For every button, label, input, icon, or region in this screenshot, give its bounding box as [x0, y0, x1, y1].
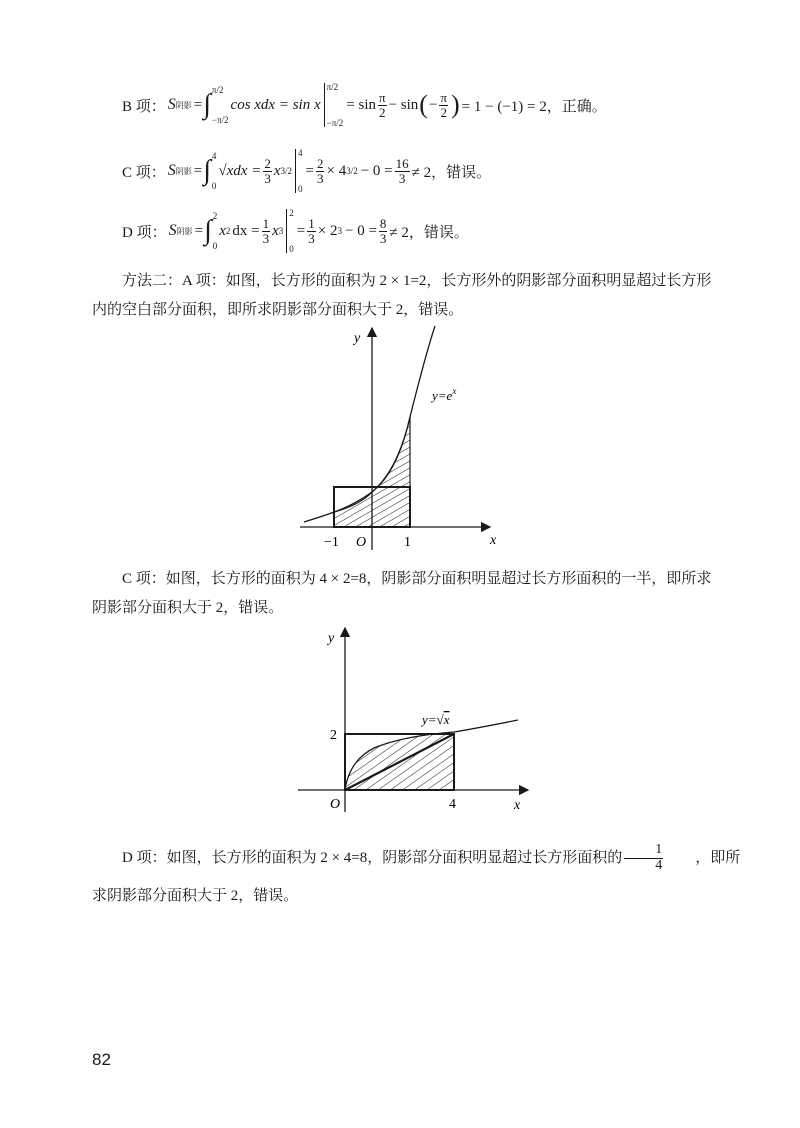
- origin-label: O: [330, 797, 341, 812]
- integral-sign: ∫: [203, 155, 211, 186]
- area-subscript: 阴影: [175, 100, 192, 110]
- curve-label-base: y=e: [432, 388, 453, 403]
- curve-label-prefix: y=: [422, 712, 437, 727]
- step-3: − 0 =: [344, 222, 377, 239]
- coefficient-fraction: [262, 217, 271, 245]
- area-subscript: 阴影: [176, 226, 193, 236]
- d-item-line2: 求阴影部分面积大于 2，错误。: [92, 888, 299, 904]
- evaluation-limits: [298, 148, 303, 194]
- integrand-tail: dx =: [232, 222, 260, 239]
- right-paren: ): [451, 90, 460, 119]
- exponent: 3/2: [346, 166, 358, 176]
- left-paren: (: [419, 90, 428, 119]
- curve-label: [430, 386, 456, 403]
- tick-neg1: −1: [324, 535, 339, 550]
- step-4: ≠ 2，错误。: [389, 224, 469, 241]
- lower-limit: 0: [212, 241, 218, 251]
- equals: =: [193, 96, 203, 113]
- curve-label-exponent: x: [452, 386, 457, 396]
- evaluation-limits: [289, 208, 294, 254]
- formula-b: [122, 80, 607, 130]
- step-4: ≠ 2，错误。: [411, 164, 492, 181]
- fraction-denominator: 3: [398, 170, 406, 186]
- fraction-numerator: π: [378, 89, 386, 105]
- result-fraction: [395, 157, 410, 185]
- exponent: 2: [225, 226, 231, 236]
- tick-y2: 2: [330, 728, 337, 743]
- integrand: √xdx =: [218, 162, 262, 179]
- eval-lower: 0: [298, 184, 303, 194]
- fraction-numerator: 1: [624, 843, 663, 859]
- minus-sign: −: [428, 96, 438, 113]
- step-1: = sin: [346, 96, 376, 113]
- variable-x: x: [272, 222, 279, 239]
- eval-lower: −π/2: [326, 118, 344, 128]
- integrand: x: [219, 222, 226, 239]
- y-axis-label: y: [354, 331, 361, 346]
- method2-paragraph: 方法二：A 项：如图，长方形的面积为 2 × 1=2，长方形外的阴影部分面积明显超过长方形内的空白部分面积，即所求阴影部分面积大于 2，错误。: [92, 273, 712, 318]
- exponent: 3: [337, 226, 342, 236]
- lower-limit: 0: [211, 181, 217, 191]
- exponent: 3: [278, 226, 284, 236]
- x-axis-label: x: [490, 533, 497, 548]
- step-3: − 0 =: [360, 162, 393, 179]
- fraction-denominator: 4: [655, 857, 663, 873]
- integral-sign: ∫: [203, 89, 211, 120]
- integral-sign: ∫: [204, 215, 212, 246]
- fraction-numerator: 2: [264, 155, 271, 171]
- fraction-denominator: 3: [308, 230, 315, 246]
- fraction-numerator: 8: [379, 215, 387, 231]
- evaluation-bar: [286, 209, 287, 253]
- formula-c: [122, 146, 491, 196]
- formula-d-label: D 项：: [122, 224, 167, 241]
- area-symbol: S: [167, 96, 176, 113]
- figure-sqrt: [288, 622, 538, 818]
- result-fraction: [379, 217, 388, 245]
- page-number: 82: [92, 1050, 111, 1069]
- exponent: 3/2: [280, 166, 293, 176]
- fraction-denominator: 3: [316, 170, 324, 186]
- upper-limit: 4: [211, 151, 217, 161]
- fraction-denominator: 3: [379, 230, 387, 246]
- step-2: − sin: [388, 96, 419, 113]
- fraction: [307, 217, 316, 245]
- fraction-numerator: 16: [395, 155, 409, 171]
- radicand: x: [443, 712, 450, 727]
- d-item-text-a: D 项：如图，长方形的面积为 2 × 4=8，阴影部分面积明显超过长方形面积的: [122, 849, 623, 866]
- integral-limits: [212, 85, 229, 125]
- x-axis-label: x: [514, 798, 521, 813]
- fraction-numerator: π: [440, 89, 447, 105]
- coefficient-fraction: [263, 157, 272, 185]
- fraction-denominator: 2: [379, 104, 386, 120]
- fraction: [378, 91, 387, 119]
- step-1: =: [305, 162, 314, 179]
- tick-x4: 4: [449, 797, 456, 812]
- area-symbol: S: [167, 162, 176, 179]
- step-2: × 4: [326, 162, 347, 179]
- quarter-fraction: [624, 843, 663, 873]
- formula-d: [122, 206, 469, 256]
- integral-limits: [213, 211, 218, 251]
- integral-limits: [212, 151, 217, 191]
- fraction-numerator: 1: [262, 215, 270, 231]
- curve-label: [420, 712, 450, 727]
- step-3: = 1 − (−1) = 2，正确。: [461, 98, 607, 115]
- figure-exp: [290, 322, 510, 554]
- fraction-denominator: 3: [264, 170, 271, 186]
- d-item-text-b: ，即所: [695, 849, 741, 866]
- eval-lower: 0: [289, 244, 294, 254]
- area-symbol: S: [168, 222, 177, 239]
- integrand: cos xdx = sin x: [230, 96, 321, 113]
- fraction-numerator: 1: [308, 215, 315, 231]
- upper-limit: 2: [212, 211, 218, 221]
- evaluation-limits: [327, 82, 344, 128]
- lower-limit: −π/2: [211, 115, 229, 125]
- upper-limit: π/2: [211, 85, 224, 95]
- d-item-line1: [92, 843, 742, 873]
- eval-upper: π/2: [326, 82, 339, 92]
- y-axis-label: y: [328, 631, 335, 646]
- fraction-denominator: 3: [262, 230, 270, 246]
- variable-x: x: [273, 162, 281, 179]
- formula-c-label: C 项：: [122, 164, 166, 181]
- evaluation-bar: [295, 149, 296, 193]
- equals: =: [193, 162, 203, 179]
- origin-label: O: [356, 535, 367, 550]
- radical-sign: √: [436, 712, 444, 727]
- step-2: × 2: [317, 222, 338, 239]
- curve-exp: [304, 326, 435, 522]
- fraction: [316, 157, 325, 185]
- eval-upper: 4: [298, 148, 303, 158]
- eval-upper: 2: [289, 208, 294, 218]
- fraction-denominator: 2: [440, 104, 447, 120]
- fraction: [439, 91, 448, 119]
- fraction-numerator: 2: [316, 155, 324, 171]
- c-item-paragraph: C 项：如图，长方形的面积为 4 × 2=8，阴影部分面积明显超过长方形面积的一半，即所求阴影部分面积大于 2，错误。: [92, 571, 712, 616]
- evaluation-bar: [324, 83, 325, 127]
- tick-1: 1: [404, 535, 411, 550]
- area-subscript: 阴影: [175, 166, 192, 176]
- formula-b-label: B 项：: [122, 98, 166, 115]
- equals: =: [194, 222, 204, 239]
- step-1: =: [296, 222, 306, 239]
